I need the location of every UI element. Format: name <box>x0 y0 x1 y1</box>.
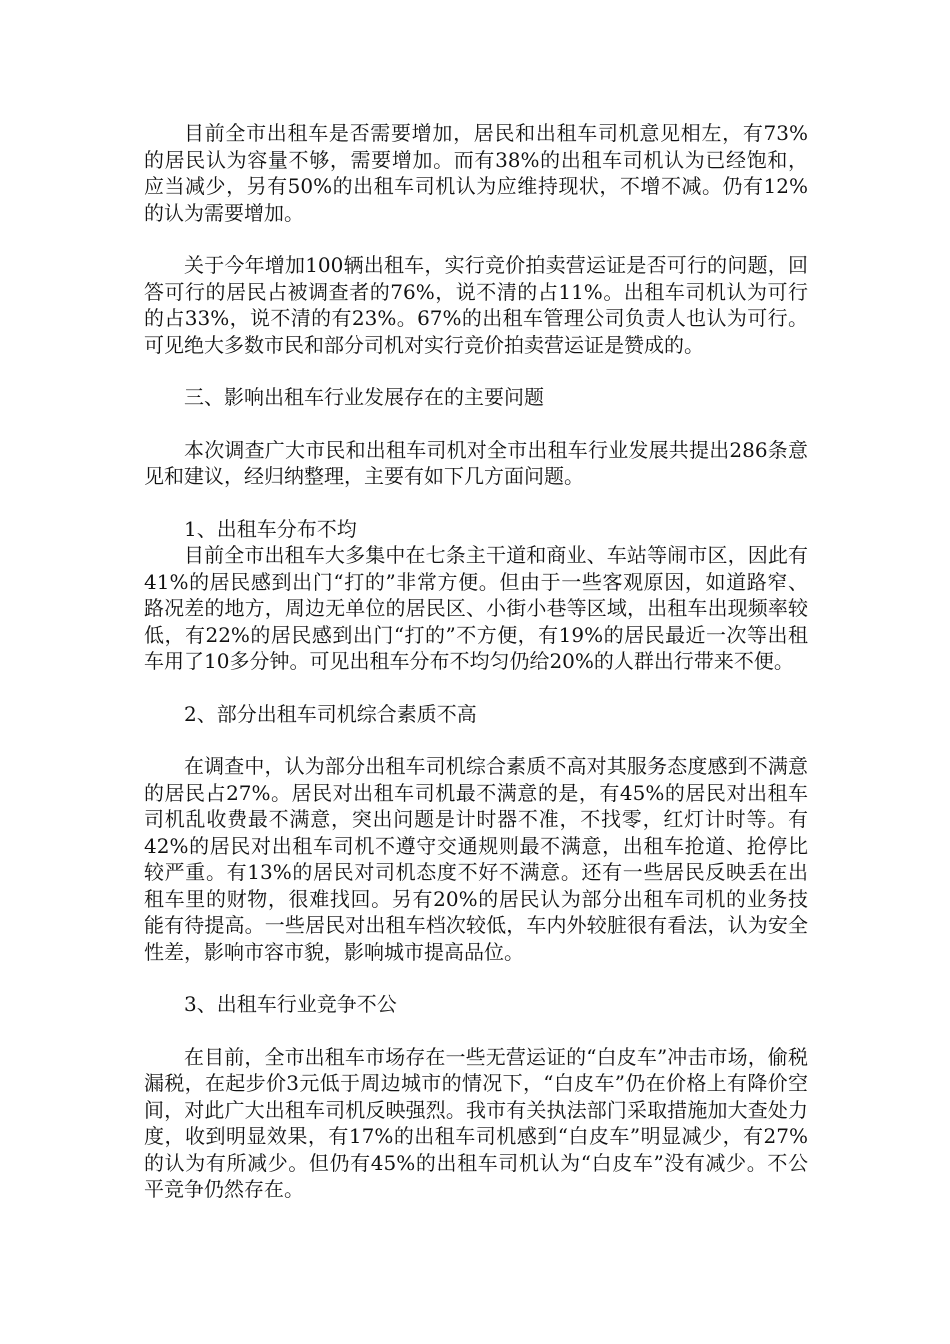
subheading-driver-quality: 2、部分出租车司机综合素质不高 <box>184 701 477 726</box>
subheading-unfair-competition: 3、出租车行业竞争不公 <box>184 992 397 1016</box>
paragraph-driver-quality: 在调查中，认为部分出租车司机综合素质不高对其服务态度感到不满意的居民占27%。居民对出租车司机最不满意的是，有45%的居民对出租车司机乱收费最不满意，突出问题是计时器不准，不找零，红灯计时等。有42%的居民对出租车司机不遵守交通规则最不满意，出租车抢道、抢停比较严重。有13%的居民对司机态度不好不满意。还有一些居民反映丢在出租车里的财物，很难找回。另有20%的居民认为部分出租车司机的业务技能有待提高。一些居民对出租车档次较低，车内外较脏很有看法，认为安全性差，影响市容市貌，影响城市提高品位。 <box>144 754 808 964</box>
document-body <box>144 120 808 1229</box>
subheading-uneven-distribution: 1、出租车分布不均 <box>184 516 357 541</box>
paragraph-taxi-capacity-opinion: 目前全市出租车是否需要增加，居民和出租车司机意见相左，有73%的居民认为容量不够，需要增加。而有38%的出租车司机认为已经饱和，应当减少，另有50%的出租车司机认为应维持现状，不增不减。仍有12%的认为需要增加。 <box>144 121 808 225</box>
paragraph-auction-permit-opinion: 关于今年增加100辆出租车，实行竞价拍卖营运证是否可行的问题，回答可行的居民占被调查者的76%，说不清的占11%。出租车司机认为可行的占33%，说不清的有23%。67%的出租车管理公司负责人也认为可行。可见绝大多数市民和部分司机对实行竞价拍卖营运证是赞成的。 <box>144 253 808 357</box>
paragraph-unfair-competition: 在目前，全市出租车市场存在一些无营运证的“白皮车”冲击市场，偷税漏税，在起步价3元低于周边城市的情况下，“白皮车”仍在价格上有降价空间，对此广大出租车司机反映强烈。我市有关执法部门采取措施加大查处力度，收到明显效果，有17%的出租车司机感到“白皮车”明显减少，有27%的认为有所减少。但仍有45%的出租车司机认为“白皮车”没有减少。不公平竞争仍然存在。 <box>144 1044 808 1201</box>
paragraph-uneven-distribution: 目前全市出租车大多集中在七条主干道和商业、车站等闹市区，因此有41%的居民感到出门“打的”非常方便。但由于一些客观原因，如道路窄、路况差的地方，周边无单位的居民区、小街小巷等区域，出租车出现频率较低，有22%的居民感到出门“打的”不方便，有19%的居民最近一次等出租车用了10多分钟。可见出租车分布不均匀仍给20%的人群出行带来不便。 <box>144 543 808 673</box>
section-heading-main-problems: 三、影响出租车行业发展存在的主要问题 <box>184 385 544 409</box>
paragraph-survey-summary: 本次调查广大市民和出租车司机对全市出租车行业发展共提出286条意见和建议，经归纳整理，主要有如下几方面问题。 <box>144 437 808 488</box>
